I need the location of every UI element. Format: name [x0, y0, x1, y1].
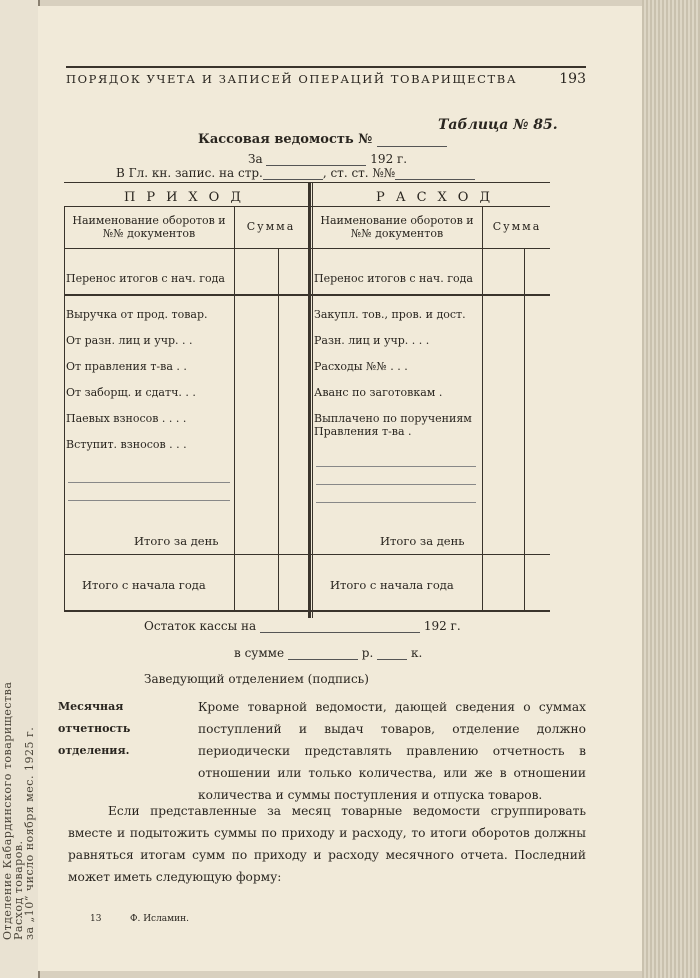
- page-edge: [642, 0, 700, 978]
- left-page-rotated-text: Отделение Кабардинского товарищества Расход товаров. за „10“ число ноября мес. 1925 г.: [1, 681, 36, 940]
- balance-line: Остаток кассы на 192 г.: [144, 619, 461, 633]
- cash-table: [64, 182, 550, 622]
- income-total-day: Итого за день: [134, 534, 219, 548]
- margin-note: Месячная отчетность отделения.: [58, 700, 131, 757]
- running-header: [66, 66, 586, 86]
- income-carry: Перенос итогов с нач. года: [66, 272, 225, 285]
- expense-item: Выплачено по поручениям Правления т-ва .: [314, 412, 472, 438]
- expense-total-day: Итого за день: [380, 534, 465, 548]
- form-journal-line: В Гл. кн. запис. на стр. , ст. ст. №№: [116, 166, 475, 180]
- expense-col-name: Наименование оборотов и №№ документов: [320, 214, 474, 240]
- page-number: 193: [559, 71, 586, 87]
- paragraph-1: Кроме товарной ведомости, дающей сведения о суммах поступлений и выдач товаров, отделение должно периодически представлять правлению отчетность в отношении или только количества, или же в отношении количества и суммы поступления и отпуска товаров.: [198, 700, 586, 802]
- running-title: ПОРЯДОК УЧЕТА И ЗАПИСЕЙ ОПЕРАЦИЙ ТОВАРИЩЕСТВА: [66, 72, 518, 86]
- income-item: От заборщ. и сдатч. . .: [66, 386, 196, 399]
- form-title: Кассовая ведомость №: [198, 132, 447, 147]
- income-col-sum: Сумма: [246, 220, 296, 233]
- expense-item: Аванс по заготовкам .: [314, 386, 443, 399]
- expense-col-sum: Сумма: [492, 220, 542, 233]
- signature-name: Ф. Исламин.: [130, 914, 190, 924]
- paragraph-2: Если представленные за месяц товарные ведомости сгруппировать вместе и подытожить суммы по приходу и расходу, то итоги оборотов должны равняться итогам сумм по приходу и расходу месячного отчета. Последний может иметь следующую форму:: [68, 804, 586, 884]
- expense-heading: РАСХОД: [376, 190, 502, 205]
- income-col-name: Наименование оборотов и №№ документов: [72, 214, 226, 240]
- balance-sum-line: в сумме р. к.: [234, 646, 423, 660]
- expense-total-year: Итого с начала года: [330, 578, 454, 592]
- income-item: Паевых взносов . . . .: [66, 412, 187, 425]
- table-number: Таблица № 85.: [438, 117, 558, 133]
- income-item: От правления т-ва . .: [66, 360, 187, 373]
- form-date-line: За 192 г.: [248, 152, 408, 166]
- income-item: Вступит. взносов . . .: [66, 438, 187, 451]
- income-item: От разн. лиц и учр. . .: [66, 334, 193, 347]
- book-page: [38, 6, 642, 971]
- expense-item: Расходы №№ . . .: [314, 360, 408, 373]
- expense-item: Закупл. тов., пров. и дост.: [314, 308, 466, 321]
- manager-signature-line: Заведующий отделением (подпись): [144, 672, 369, 686]
- income-total-year: Итого с начала года: [82, 578, 206, 592]
- expense-item: Разн. лиц и учр. . . .: [314, 334, 430, 347]
- expense-carry: Перенос итогов с нач. года: [314, 272, 473, 285]
- income-item: Выручка от прод. товар.: [66, 308, 208, 321]
- income-heading: ПРИХОД: [124, 190, 252, 205]
- left-page: [0, 0, 40, 978]
- signature-number: 13: [90, 914, 102, 924]
